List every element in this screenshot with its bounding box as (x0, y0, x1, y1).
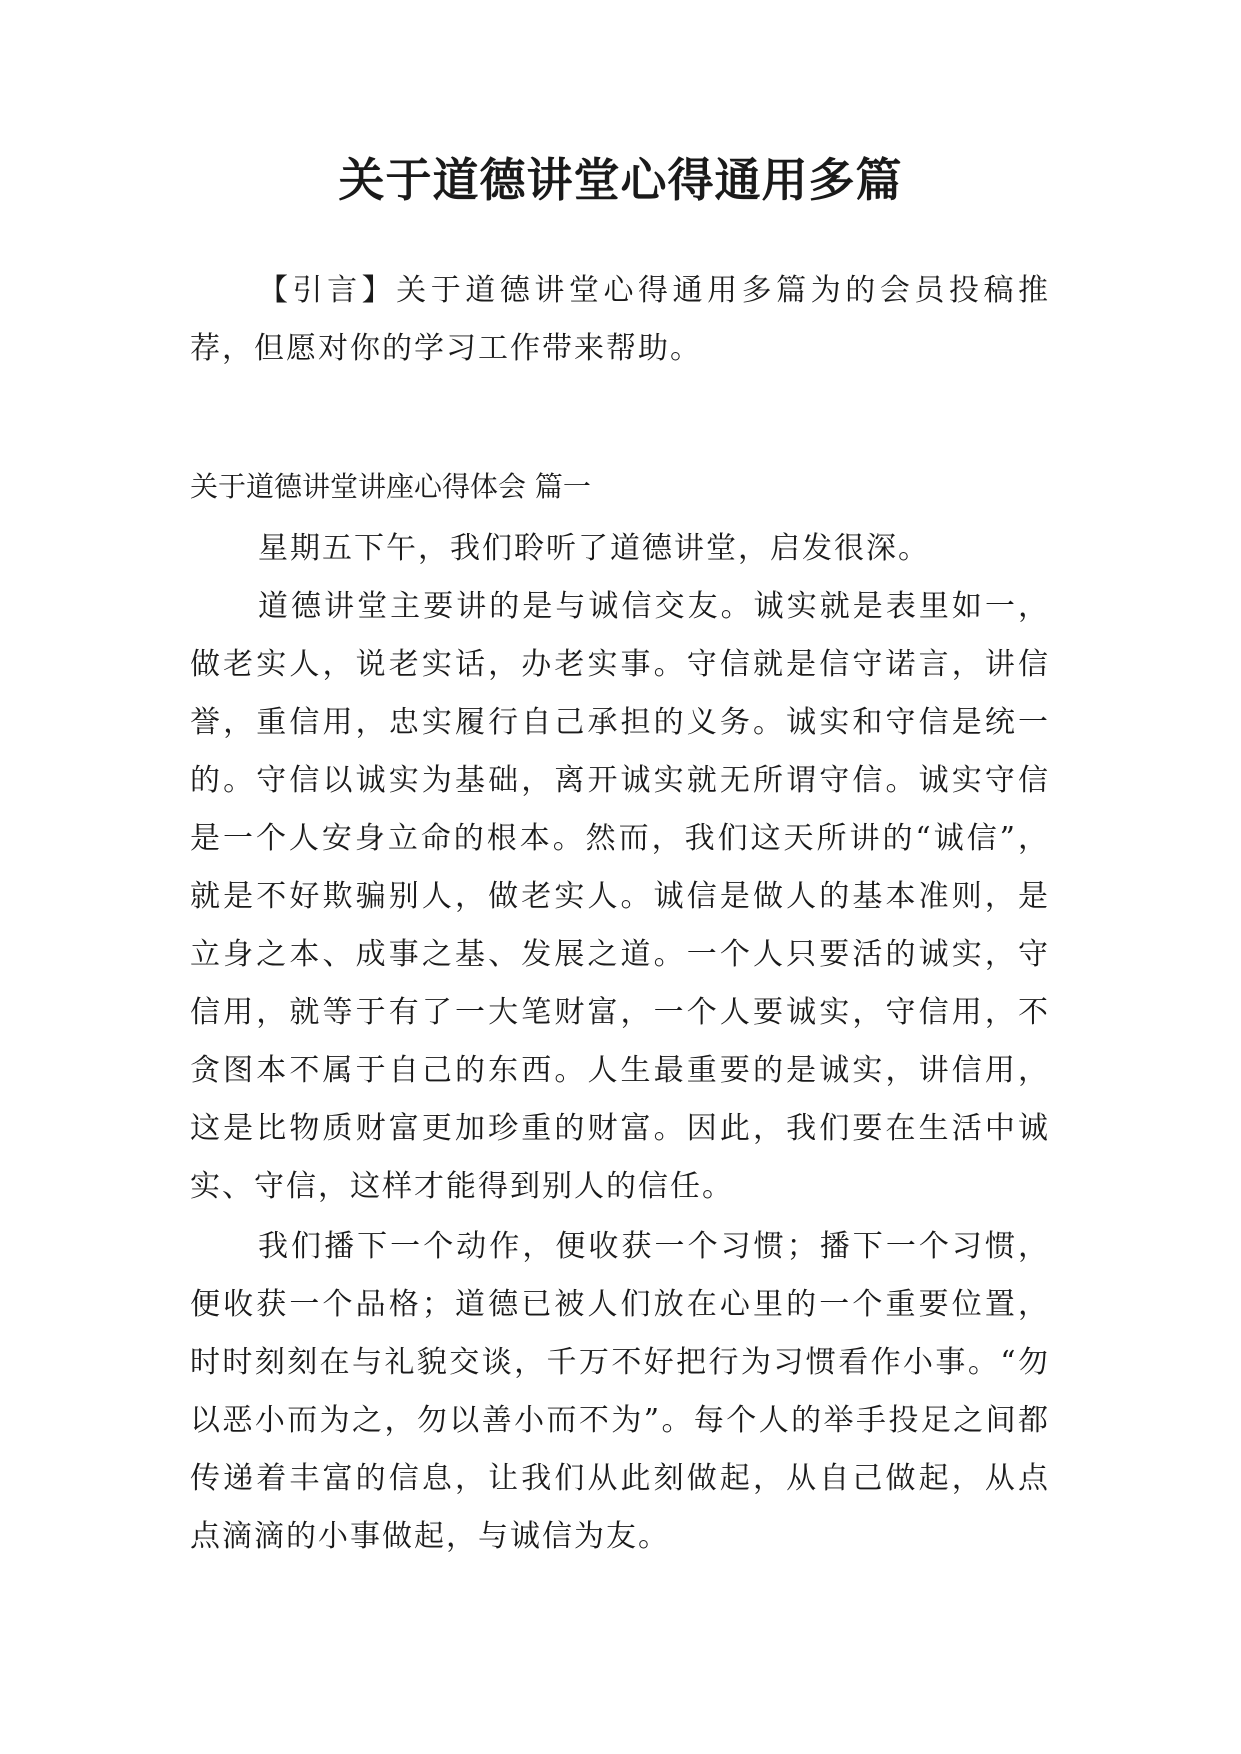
intro-paragraph: 【引言】关于道德讲堂心得通用多篇为的会员投稿推荐，但愿对你的学习工作带来帮助。 (190, 273, 1050, 366)
body-paragraph-2: 道德讲堂主要讲的是与诚信交友。诚实就是表里如一，做老实人，说老实话，办老实事。守信就是信守诺言，讲信誉，重信用，忠实履行自己承担的义务。诚实和守信是统一的。守信以诚实为基础，离开诚实就无所谓守信。诚实守信是一个人安身立命的根本。然而，我们这天所讲的“诚信”，就是不好欺骗别人，做老实人。诚信是做人的基本准则，是立身之本、成事之基、发展之道。一个人只要活的诚实，守信用，就等于有了一大笔财富，一个人要诚实，守信用，不贪图本不属于自己的东西。人生最重要的是诚实，讲信用，这是比物质财富更加珍重的财富。因此，我们要在生活中诚实、守信，这样才能得到别人的信任。 (190, 589, 1050, 1204)
body-paragraph-1: 星期五下午，我们聆听了道德讲堂，启发很深。 (258, 531, 930, 566)
body-paragraph-3: 我们播下一个动作，便收获一个习惯；播下一个习惯，便收获一个品格；道德已被人们放在心里的一个重要位置，时时刻刻在与礼貌交谈，千万不好把行为习惯看作小事。“勿以恶小而为之，勿以善小而不为”。每个人的举手投足之间都传递着丰富的信息，让我们从此刻做起，从自己做起，从点点滴滴的小事做起，与诚信为友。 (190, 1229, 1050, 1554)
section-heading: 关于道德讲堂讲座心得体会 篇一 (190, 470, 591, 503)
document-title: 关于道德讲堂心得通用多篇 (338, 153, 903, 207)
